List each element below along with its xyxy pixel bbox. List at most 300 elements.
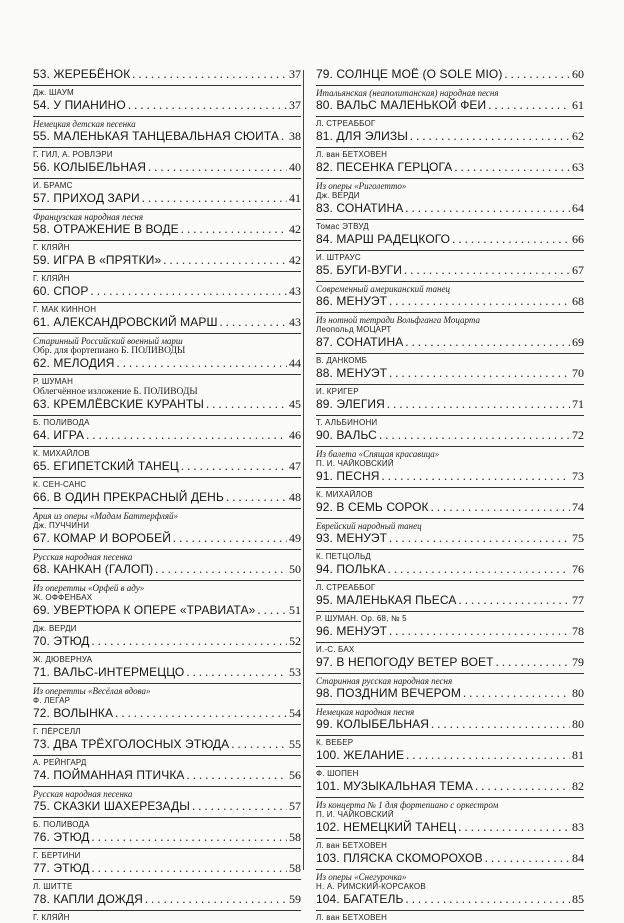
toc-entry[interactable]: [33, 160, 301, 191]
entry-rule: [316, 415, 584, 416]
toc-credit: Ф. ЛЕГАР: [33, 696, 71, 705]
toc-title-row: [33, 768, 301, 785]
toc-description: Старинная русская народная песня: [316, 676, 453, 686]
toc-title-row: [33, 861, 301, 878]
toc-entry[interactable]: [33, 634, 301, 665]
toc-title-row: [316, 469, 584, 486]
toc-title: 88. МЕНУЭТ: [316, 366, 387, 380]
entry-rule: [316, 312, 584, 313]
dot-leader: [142, 191, 287, 206]
entry-rule: [316, 487, 584, 488]
toc-credit: Л. СТРЕАББОГ: [316, 119, 376, 128]
toc-credit: Ж. ДЮВЕРНУА: [33, 655, 93, 664]
dot-leader: [387, 397, 570, 412]
toc-description: Ария из оперы «Мадам Баттерфляй»: [33, 511, 179, 521]
dot-leader: [389, 294, 570, 309]
dot-leader: [405, 201, 570, 216]
toc-credit: Облегчённое изложение Б. ПОЛИВОДЫ: [33, 387, 198, 397]
dot-leader: [454, 160, 570, 175]
toc-credit: К. ПЕТЦОЛЬД: [316, 552, 371, 561]
toc-credit: Б. ПОЛИВОДА: [33, 418, 90, 427]
toc-entry[interactable]: [316, 748, 584, 779]
toc-title: 71. ВАЛЬС-ИНТЕРМЕЦЦО: [33, 665, 185, 679]
toc-credit: В. ДАНКОМБ: [316, 356, 368, 365]
toc-page-number: 75: [572, 531, 584, 545]
entry-rule: [33, 755, 301, 756]
toc-title: 56. КОЛЫБЕЛЬНАЯ: [33, 160, 147, 174]
toc-credit: К. ВЕБЕР: [316, 738, 354, 747]
dot-leader: [231, 737, 287, 752]
dot-leader: [459, 593, 570, 608]
entry-rule: [33, 508, 301, 509]
toc-entry[interactable]: [33, 768, 301, 799]
toc-page-number: 74: [572, 500, 584, 514]
toc-title-row: [316, 500, 584, 517]
contents-left-column: [33, 67, 301, 923]
toc-title-row: [316, 67, 584, 84]
toc-credit: К. МИХАЙЛОВ: [316, 490, 373, 499]
dot-leader: [148, 160, 287, 175]
toc-page-number: 46: [289, 428, 301, 442]
toc-credit: И. ШТРАУС: [316, 253, 361, 262]
toc-entry[interactable]: [33, 129, 301, 160]
toc-page-number: 80: [572, 686, 584, 700]
toc-title-row: [33, 892, 301, 909]
toc-title: 79. СОЛНЦЕ МОЁ (O SOLE MIO): [316, 67, 503, 81]
entry-rule: [316, 116, 584, 117]
toc-title-row: [316, 748, 584, 765]
entry-rule: [33, 477, 301, 478]
entry-rule: [316, 178, 584, 179]
dot-leader: [488, 98, 570, 113]
toc-title-row: [33, 129, 301, 146]
toc-entry[interactable]: [316, 366, 584, 397]
toc-page-number: 41: [289, 191, 301, 205]
entry-rule: [33, 302, 301, 303]
toc-entry[interactable]: [316, 294, 584, 335]
dot-leader: [115, 706, 287, 721]
dot-leader: [257, 603, 287, 618]
toc-title: 100. ЖЕЛАНИЕ: [316, 748, 405, 762]
toc-page-number: 45: [289, 397, 301, 411]
toc-page-number: 73: [572, 469, 584, 483]
toc-description: Итальянская (неаполитанская) народная песня: [316, 88, 499, 98]
toc-page-number: 47: [289, 459, 301, 473]
toc-entry[interactable]: [33, 892, 301, 923]
entry-rule: [33, 209, 301, 210]
toc-entry[interactable]: [316, 531, 584, 562]
toc-entry[interactable]: [33, 222, 301, 253]
toc-title: 61. АЛЕКСАНДРОВСКИЙ МАРШ: [33, 315, 218, 329]
toc-credit: Дж. ВЕРДИ: [33, 624, 77, 633]
toc-entry[interactable]: [33, 315, 301, 356]
toc-title-row: [33, 830, 301, 847]
toc-credit: И.-С. БАХ: [316, 645, 355, 654]
toc-title: 60. СПОР: [33, 284, 89, 298]
toc-title: 96. МЕНУЭТ: [316, 624, 387, 638]
dot-leader: [186, 665, 287, 680]
toc-title: 93. МЕНУЭТ: [316, 531, 387, 545]
toc-title-row: [33, 222, 301, 239]
toc-credit: Дж. ВЕРДИ: [316, 191, 360, 200]
dot-leader: [132, 67, 287, 82]
entry-rule: [33, 374, 301, 375]
toc-description: Русская народная песенка: [33, 789, 133, 799]
toc-title-row: [316, 335, 584, 352]
toc-entry[interactable]: [33, 459, 301, 490]
toc-title: 59. ИГРА В «ПРЯТКИ»: [33, 253, 162, 267]
toc-credit: Леопольд МОЦАРТ: [316, 325, 392, 334]
toc-title: 101. МУЗЫКАЛЬНАЯ ТЕМА: [316, 779, 474, 793]
toc-page-number: 64: [572, 201, 584, 215]
toc-entry[interactable]: [316, 397, 584, 428]
toc-title-row: [316, 820, 584, 837]
toc-title-row: [316, 98, 584, 115]
toc-title: 80. ВАЛЬС МАЛЕНЬКОЙ ФЕИ: [316, 98, 487, 112]
toc-description: Из нотной тетради Вольфганга Моцарта: [316, 315, 481, 325]
toc-entry[interactable]: [33, 428, 301, 459]
toc-credit: И. КРИГЕР: [316, 387, 359, 396]
toc-page-number: 80: [572, 717, 584, 731]
toc-entry[interactable]: [316, 129, 584, 160]
toc-credit: Ж. ОФФЕНБАХ: [33, 593, 93, 602]
dot-leader: [86, 428, 287, 443]
entry-rule: [316, 735, 584, 736]
toc-title-row: [33, 284, 301, 301]
toc-credit: Томас ЭТВУД: [316, 222, 369, 231]
toc-description: Из балета «Спящая красавица»: [316, 449, 440, 459]
toc-title: 55. МАЛЕНЬКАЯ ТАНЦЕВАЛЬНАЯ СЮИТА: [33, 129, 280, 143]
entry-rule: [316, 446, 584, 447]
toc-entry[interactable]: [33, 490, 301, 531]
toc-title: 86. МЕНУЭТ: [316, 294, 387, 308]
column-divider: [303, 70, 304, 870]
toc-entry[interactable]: [316, 335, 584, 366]
toc-page-number: 83: [572, 820, 584, 834]
dot-leader: [128, 98, 287, 113]
dot-leader: [405, 335, 570, 350]
toc-title-row: [316, 779, 584, 796]
toc-page-number: 42: [289, 222, 301, 236]
toc-page-number: 85: [572, 892, 584, 906]
dot-leader: [181, 459, 287, 474]
toc-title: 67. КОМАР И ВОРОБЕЙ: [33, 531, 171, 545]
toc-entry[interactable]: [316, 717, 584, 748]
toc-entry[interactable]: [316, 851, 584, 892]
dot-leader: [90, 284, 287, 299]
toc-title-row: [33, 67, 301, 84]
toc-title-row: [33, 315, 301, 332]
entry-rule: [316, 85, 584, 86]
toc-credit: Л. ШИТТЕ: [33, 882, 73, 891]
toc-page-number: 60: [572, 67, 584, 81]
toc-entry[interactable]: [316, 232, 584, 263]
toc-title-row: [33, 98, 301, 115]
entry-rule: [33, 879, 301, 880]
toc-page-number: 56: [289, 768, 301, 782]
toc-title-row: [33, 799, 301, 816]
toc-title: 81. ДЛЯ ЭЛИЗЫ: [316, 129, 408, 143]
contents-right-column: [316, 67, 584, 923]
toc-description: Русская народная песенка: [33, 552, 133, 562]
toc-page-number: 55: [289, 737, 301, 751]
toc-page-number: 79: [572, 655, 584, 669]
toc-title: 99. КОЛЫБЕЛЬНАЯ: [316, 717, 430, 731]
entry-rule: [33, 85, 301, 86]
toc-credit: Л. СТРЕАББОГ: [316, 583, 376, 592]
toc-entry[interactable]: [316, 892, 584, 923]
dot-leader: [181, 222, 287, 237]
toc-page-number: 48: [289, 490, 301, 504]
toc-title: 83. СОНАТИНА: [316, 201, 404, 215]
toc-entry[interactable]: [316, 593, 584, 624]
toc-title-row: [33, 706, 301, 723]
toc-entry[interactable]: [33, 284, 301, 315]
toc-entry[interactable]: [316, 469, 584, 500]
dot-leader: [163, 253, 287, 268]
toc-title-row: [33, 634, 301, 651]
toc-title: 72. ВОЛЫНКА: [33, 706, 114, 720]
toc-page-number: 82: [572, 779, 584, 793]
entry-rule: [316, 797, 584, 798]
dot-leader: [410, 129, 570, 144]
toc-entry[interactable]: [316, 820, 584, 851]
toc-entry[interactable]: [316, 67, 584, 98]
dot-leader: [220, 315, 287, 330]
toc-title: 57. ПРИХОД ЗАРИ: [33, 191, 140, 205]
toc-credit: П. И. ЧАЙКОВСКИЙ: [316, 810, 394, 819]
toc-entry[interactable]: [33, 562, 301, 603]
toc-description: Из оперетты «Весёлая вдова»: [33, 686, 151, 696]
entry-rule: [316, 910, 584, 911]
entry-rule: [316, 353, 584, 354]
entry-rule: [316, 147, 584, 148]
toc-page-number: 58: [289, 861, 301, 875]
dot-leader: [116, 356, 287, 371]
entry-rule: [316, 869, 584, 870]
toc-entry[interactable]: [33, 67, 301, 98]
toc-entry[interactable]: [316, 98, 584, 129]
dot-leader: [155, 562, 287, 577]
toc-description: Из концерта № 1 для фортепиано с оркестром: [316, 800, 499, 810]
entry-rule: [33, 652, 301, 653]
toc-entry[interactable]: [316, 562, 584, 593]
entry-rule: [33, 580, 301, 581]
toc-title-row: [316, 892, 584, 909]
entry-rule: [316, 838, 584, 839]
toc-title: 62. МЕЛОДИЯ: [33, 356, 115, 370]
toc-title-row: [316, 232, 584, 249]
toc-title-row: [33, 160, 301, 177]
toc-entry[interactable]: [316, 201, 584, 232]
toc-page-number: 71: [572, 397, 584, 411]
toc-entry[interactable]: [33, 98, 301, 129]
toc-entry[interactable]: [33, 830, 301, 861]
entry-rule: [33, 910, 301, 911]
dot-leader: [388, 562, 570, 577]
dot-leader: [389, 366, 570, 381]
toc-title-row: [316, 294, 584, 311]
toc-page-number: 37: [289, 98, 301, 112]
toc-description: Из оперетты «Орфей в аду»: [33, 583, 145, 593]
entry-rule: [316, 549, 584, 550]
toc-title: 76. ЭТЮД: [33, 830, 90, 844]
toc-page-number: 52: [289, 634, 301, 648]
toc-entry[interactable]: [316, 428, 584, 469]
toc-page-number: 59: [289, 892, 301, 906]
entry-rule: [33, 271, 301, 272]
entry-rule: [33, 240, 301, 241]
toc-page-number: 49: [289, 531, 301, 545]
toc-title-row: [316, 397, 584, 414]
toc-title: 66. В ОДИН ПРЕКРАСНЫЙ ДЕНЬ: [33, 490, 224, 504]
entry-rule: [33, 178, 301, 179]
dot-leader: [463, 686, 570, 701]
toc-credit: Г. КЛЯЙН: [33, 913, 70, 922]
toc-title: 94. ПОЛЬКА: [316, 562, 386, 576]
dot-leader: [192, 799, 287, 814]
toc-title: 69. УВЕРТЮРА К ОПЕРЕ «ТРАВИАТА»: [33, 603, 256, 617]
toc-title: 70. ЭТЮД: [33, 634, 90, 648]
toc-credit: К. МИХАЙЛОВ: [33, 449, 90, 458]
toc-credit: Г. ПЁРСЕЛЛ: [33, 727, 81, 736]
toc-page-number: 37: [289, 67, 301, 81]
toc-title: 82. ПЕСЕНКА ГЕРЦОГА: [316, 160, 453, 174]
toc-entry[interactable]: [33, 253, 301, 284]
toc-title: 65. ЕГИПЕТСКИЙ ТАНЕЦ: [33, 459, 179, 473]
toc-title-row: [33, 356, 301, 373]
toc-title-row: [33, 490, 301, 507]
toc-entry[interactable]: [33, 737, 301, 768]
dot-leader: [226, 490, 287, 505]
toc-title: 58. ОТРАЖЕНИЕ В ВОДЕ: [33, 222, 179, 236]
toc-title: 84. МАРШ РАДЕЦКОГО: [316, 232, 451, 246]
entry-rule: [33, 446, 301, 447]
toc-credit: П. И. ЧАЙКОВСКИЙ: [316, 459, 394, 468]
toc-credit: Л. ван БЕТХОВЕН: [316, 150, 388, 159]
toc-page-number: 70: [572, 366, 584, 380]
toc-title-row: [316, 717, 584, 734]
toc-credit: Дж. ШАУМ: [33, 88, 74, 97]
toc-entry[interactable]: [33, 665, 301, 706]
entry-rule: [33, 333, 301, 334]
toc-entry[interactable]: [33, 191, 301, 222]
toc-credit: Ф. ШОПЕН: [316, 769, 359, 778]
toc-credit: Г. ГИЛ, А. РОВЛЭРИ: [33, 150, 113, 159]
toc-title: 74. ПОЙМАННАЯ ПТИЧКА: [33, 768, 185, 782]
dot-leader: [475, 779, 570, 794]
entry-rule: [316, 766, 584, 767]
toc-credit: Г. БЕРТИНИ: [33, 851, 81, 860]
toc-description: Старинный Российский военный марш: [33, 336, 183, 346]
toc-entry[interactable]: [33, 861, 301, 892]
toc-entry[interactable]: [316, 624, 584, 655]
toc-page-number: 40: [289, 160, 301, 174]
toc-title: 63. КРЕМЛЁВСКИЕ КУРАНТЫ: [33, 397, 204, 411]
toc-title: 75. СКАЗКИ ШАХЕРЕЗАДЫ: [33, 799, 190, 813]
dot-leader: [485, 851, 570, 866]
toc-entry[interactable]: [316, 160, 584, 201]
toc-title: 103. ПЛЯСКА СКОМОРОХОВ: [316, 851, 483, 865]
toc-title: 91. ПЕСНЯ: [316, 469, 380, 483]
toc-entry[interactable]: [33, 706, 301, 737]
toc-title-row: [33, 562, 301, 579]
toc-title: 78. КАПЛИ ДОЖДЯ: [33, 892, 143, 906]
dot-leader: [406, 748, 570, 763]
toc-title: 68. КАНКАН (ГАЛОП): [33, 562, 154, 576]
entry-rule: [316, 281, 584, 282]
dot-leader: [92, 861, 288, 876]
toc-entry[interactable]: [33, 397, 301, 428]
toc-title-row: [33, 428, 301, 445]
toc-page-number: 43: [289, 315, 301, 329]
dot-leader: [206, 397, 287, 412]
entry-rule: [33, 848, 301, 849]
entry-rule: [316, 219, 584, 220]
toc-title: 98. ПОЗДНИМ ВЕЧЕРОМ: [316, 686, 461, 700]
dot-leader: [452, 232, 570, 247]
toc-entry[interactable]: [316, 263, 584, 294]
entry-rule: [316, 642, 584, 643]
toc-entry[interactable]: [316, 500, 584, 531]
toc-page-number: 78: [572, 624, 584, 638]
entry-rule: [33, 116, 301, 117]
toc-page-number: 67: [572, 263, 584, 277]
toc-title: 90. ВАЛЬС: [316, 428, 377, 442]
dot-leader: [92, 634, 288, 649]
dot-leader: [379, 428, 570, 443]
toc-description: Немецкая детская песенка: [33, 119, 136, 129]
toc-entry[interactable]: [316, 686, 584, 717]
toc-title-row: [33, 531, 301, 548]
dot-leader: [92, 830, 288, 845]
toc-entry[interactable]: [316, 779, 584, 820]
toc-title-row: [316, 201, 584, 218]
toc-title: 77. ЭТЮД: [33, 861, 90, 875]
toc-entry[interactable]: [33, 531, 301, 562]
entry-rule: [316, 580, 584, 581]
toc-entry[interactable]: [33, 356, 301, 397]
toc-credit: Б. ПОЛИВОДА: [33, 820, 90, 829]
toc-title: 104. БАГАТЕЛЬ: [316, 892, 404, 906]
toc-credit: Т. АЛЬБИНОНИ: [316, 418, 378, 427]
toc-title-row: [33, 603, 301, 620]
dot-leader: [173, 531, 287, 546]
entry-rule: [33, 817, 301, 818]
toc-title-row: [33, 459, 301, 476]
toc-title: 92. В СЕМЬ СОРОК: [316, 500, 429, 514]
dot-leader: [389, 624, 570, 639]
toc-title: 73. ДВА ТРЁХГОЛОСНЫХ ЭТЮДА: [33, 737, 230, 751]
toc-description: Современный американский танец: [316, 284, 450, 294]
toc-credit: И. БРАМС: [33, 181, 73, 190]
toc-title: 102. НЕМЕЦКИЙ ТАНЕЦ: [316, 820, 457, 834]
toc-credit: Г. МАК КИННОН: [33, 305, 97, 314]
toc-description: Немецкая народная песня: [316, 707, 415, 717]
toc-title: 53. ЖЕРЕБЁНОК: [33, 67, 131, 81]
toc-entry[interactable]: [33, 799, 301, 830]
toc-page-number: 38: [289, 129, 301, 143]
toc-page-number: 77: [572, 593, 584, 607]
toc-title: 54. У ПИАНИНО: [33, 98, 126, 112]
toc-entry[interactable]: [316, 655, 584, 686]
entry-rule: [316, 518, 584, 519]
toc-entry[interactable]: [33, 603, 301, 634]
dot-leader: [404, 263, 570, 278]
entry-rule: [33, 724, 301, 725]
toc-page-number: 51: [289, 603, 301, 617]
toc-title: 85. БУГИ-ВУГИ: [316, 263, 403, 277]
